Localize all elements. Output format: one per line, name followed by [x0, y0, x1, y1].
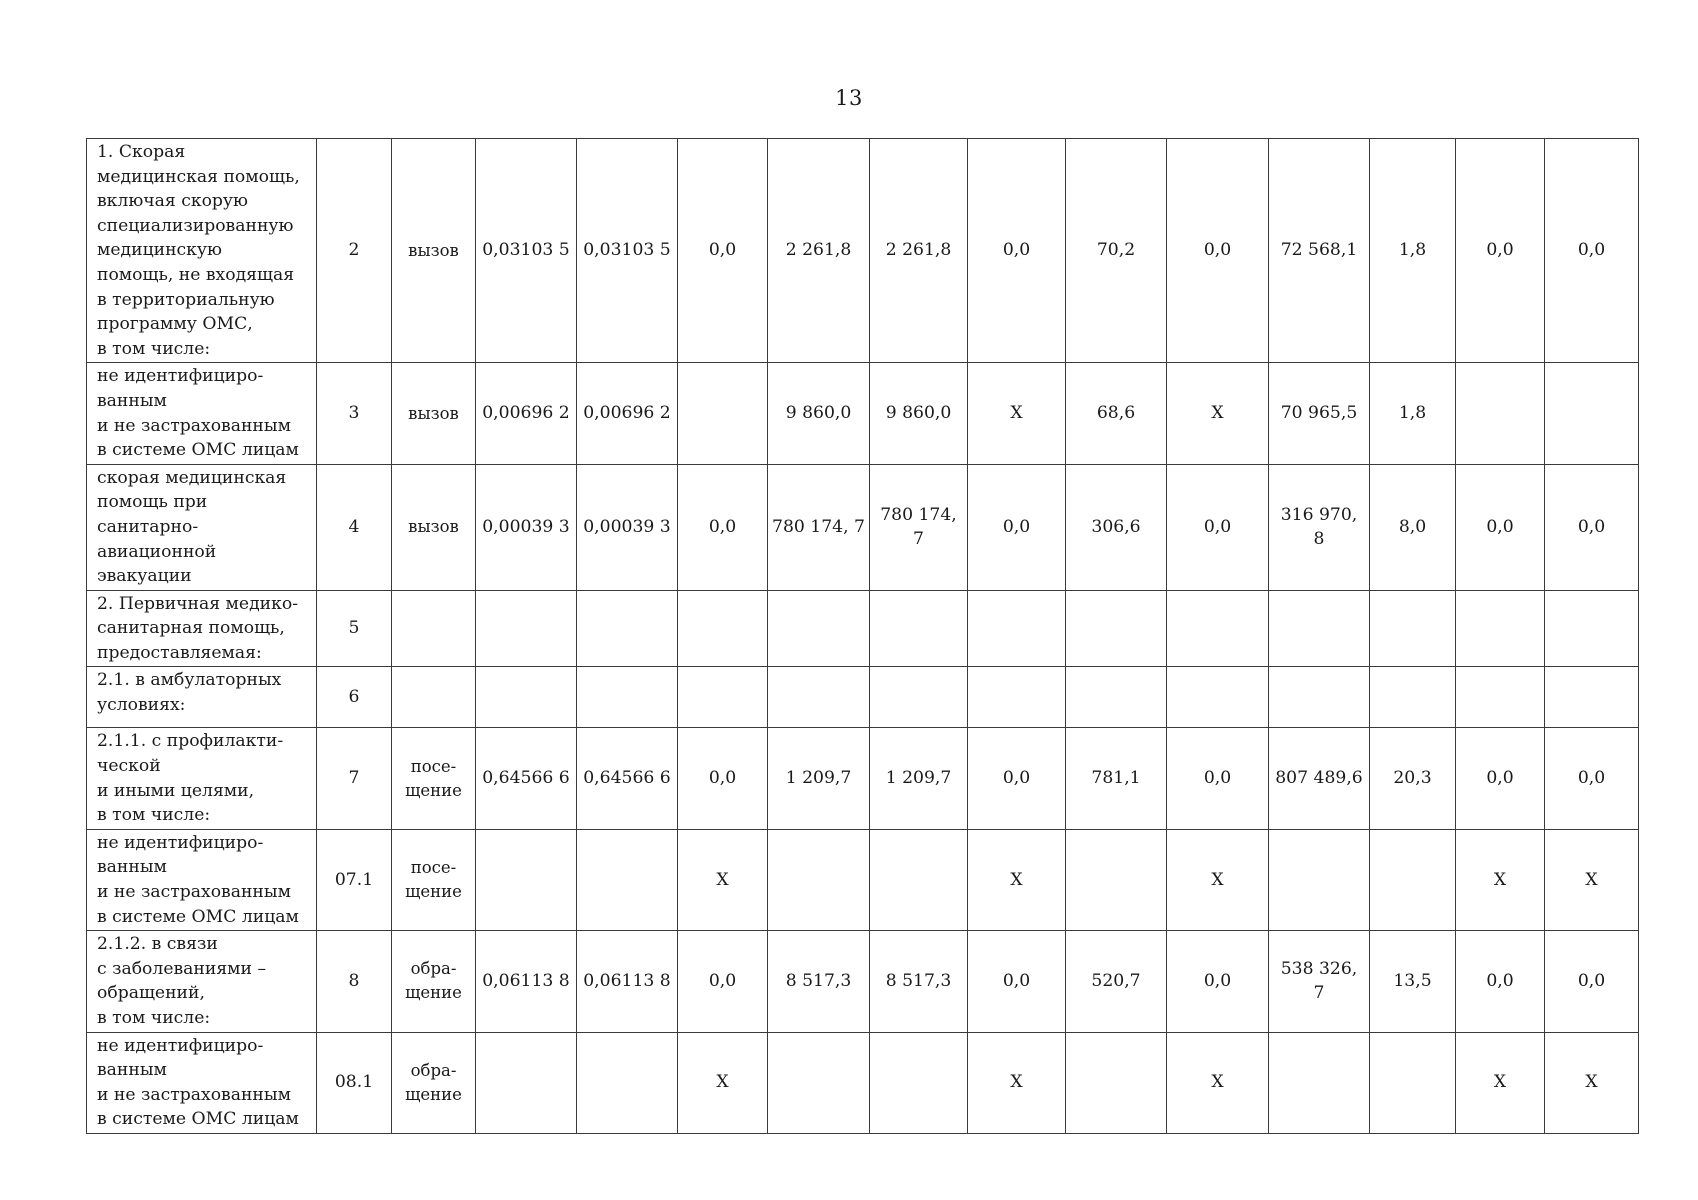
value-cell — [476, 1032, 577, 1133]
unit-cell: вызов — [392, 464, 476, 590]
row-name-line: не идентифициро- — [97, 366, 264, 387]
row-name-line: скорая медицинская — [97, 467, 287, 488]
value-cell — [768, 829, 870, 930]
row-name-line: ванным — [97, 1060, 167, 1081]
value-cell — [1066, 1032, 1167, 1133]
value-cell: 72 568,1 — [1269, 139, 1370, 363]
row-name-line: и не застрахованным — [97, 415, 291, 436]
row-name-line: 2.1.1. с профилакти- — [97, 731, 284, 752]
row-number-cell: 6 — [317, 667, 392, 728]
value-cell — [1456, 363, 1545, 464]
table-row — [87, 590, 1639, 667]
value-cell: 20,3 — [1370, 728, 1456, 829]
row-name-line: в системе ОМС лицам — [97, 1109, 299, 1130]
value-cell: 0,0 — [1167, 728, 1269, 829]
unit-cell — [392, 590, 476, 667]
value-cell: 0,0 — [1456, 464, 1545, 590]
value-cell — [1370, 667, 1456, 728]
value-cell — [1456, 667, 1545, 728]
row-name-cell — [87, 590, 317, 667]
value-cell: 0,00696 2 — [577, 363, 678, 464]
value-cell — [1545, 590, 1639, 667]
value-cell — [768, 590, 870, 667]
value-cell: 0,0 — [968, 728, 1066, 829]
row-name-line: и не застрахованным — [97, 882, 291, 903]
value-cell: 520,7 — [1066, 931, 1167, 1032]
value-cell — [1167, 667, 1269, 728]
unit-cell: посе- щение — [392, 728, 476, 829]
value-cell: 0,00696 2 — [476, 363, 577, 464]
table-row — [87, 728, 1639, 829]
value-cell: 0,0 — [1545, 728, 1639, 829]
unit-cell — [392, 667, 476, 728]
row-name-line: и иными целями, — [97, 780, 255, 801]
value-cell: 0,0 — [1167, 139, 1269, 363]
table-row — [87, 667, 1639, 728]
value-cell — [577, 1032, 678, 1133]
row-name-line: 1. Скорая — [97, 142, 186, 162]
value-cell — [768, 1032, 870, 1133]
row-name-line: в системе ОМС лицам — [97, 906, 299, 927]
value-cell — [1066, 667, 1167, 728]
row-number-cell: 3 — [317, 363, 392, 464]
row-name-line: в системе ОМС лицам — [97, 440, 299, 461]
row-name-line: 2. Первичная медико- — [97, 593, 299, 614]
row-name-line: специализированную — [97, 215, 294, 236]
value-cell: 0,0 — [1456, 931, 1545, 1032]
row-name-line: санитарно- — [97, 516, 199, 537]
table-row — [87, 139, 1639, 363]
value-cell: 0,06113 8 — [476, 931, 577, 1032]
value-cell: 780 174, 7 — [870, 464, 968, 590]
value-cell — [870, 590, 968, 667]
unit-cell: вызов — [392, 139, 476, 363]
table-row — [87, 464, 1639, 590]
value-cell — [577, 667, 678, 728]
value-cell — [1167, 590, 1269, 667]
value-cell: X — [1456, 1032, 1545, 1133]
value-cell — [1066, 829, 1167, 930]
row-number-cell: 5 — [317, 590, 392, 667]
table-row — [87, 363, 1639, 464]
page-number: 13 — [835, 86, 863, 110]
row-name-cell — [87, 931, 317, 1032]
value-cell — [870, 1032, 968, 1133]
value-cell: 1,8 — [1370, 363, 1456, 464]
row-number-cell: 7 — [317, 728, 392, 829]
value-cell — [678, 667, 768, 728]
value-cell: X — [1167, 363, 1269, 464]
unit-cell: обра- щение — [392, 931, 476, 1032]
value-cell: 0,03103 5 — [577, 139, 678, 363]
value-cell: 1 209,7 — [870, 728, 968, 829]
value-cell: 68,6 — [1066, 363, 1167, 464]
row-name-line: программу ОМС, — [97, 314, 253, 335]
value-cell — [1269, 590, 1370, 667]
row-name-line: ванным — [97, 857, 167, 878]
value-cell: 0,64566 6 — [577, 728, 678, 829]
row-name-line: не идентифициро- — [97, 832, 264, 853]
row-name-cell — [87, 829, 317, 930]
value-cell: 0,06113 8 — [577, 931, 678, 1032]
value-cell: 0,0 — [678, 139, 768, 363]
value-cell: 2 261,8 — [870, 139, 968, 363]
value-cell — [768, 667, 870, 728]
value-cell — [476, 667, 577, 728]
value-cell: X — [968, 829, 1066, 930]
row-name-line: не идентифициро- — [97, 1035, 264, 1056]
value-cell: 70,2 — [1066, 139, 1167, 363]
value-cell — [476, 590, 577, 667]
row-number-cell: 8 — [317, 931, 392, 1032]
value-cell — [577, 829, 678, 930]
unit-cell: посе- щение — [392, 829, 476, 930]
row-name-line: эвакуации — [97, 566, 192, 587]
table-row — [87, 829, 1639, 930]
value-cell: 0,0 — [678, 728, 768, 829]
value-cell — [1370, 590, 1456, 667]
row-name-line: обращений, — [97, 983, 205, 1004]
row-name-cell — [87, 1032, 317, 1133]
value-cell: X — [1545, 829, 1639, 930]
value-cell: 0,00039 3 — [476, 464, 577, 590]
value-cell — [870, 667, 968, 728]
unit-cell: обра- щение — [392, 1032, 476, 1133]
row-name-line: 2.1.2. в связи — [97, 934, 218, 955]
value-cell: 0,0 — [1167, 931, 1269, 1032]
value-cell: 1,8 — [1370, 139, 1456, 363]
row-name-line: ванным — [97, 390, 167, 411]
value-cell — [678, 363, 768, 464]
value-cell — [476, 829, 577, 930]
row-name-line: медицинская помощь, — [97, 166, 300, 187]
row-name-line: и не застрахованным — [97, 1084, 291, 1105]
unit-cell: вызов — [392, 363, 476, 464]
value-cell: 9 860,0 — [870, 363, 968, 464]
row-name-line: в том числе: — [97, 805, 211, 826]
row-name-line: санитарная помощь, — [97, 618, 285, 639]
row-name-line: предоставляемая: — [97, 642, 262, 663]
row-name-cell — [87, 139, 317, 363]
value-cell — [1545, 667, 1639, 728]
row-name-cell — [87, 464, 317, 590]
value-cell — [1545, 363, 1639, 464]
value-cell — [1066, 590, 1167, 667]
value-cell: 0,0 — [1456, 728, 1545, 829]
value-cell: 0,0 — [968, 464, 1066, 590]
row-name-line: 2.1. в амбулаторных — [97, 670, 282, 691]
value-cell — [577, 590, 678, 667]
value-cell: 0,0 — [1167, 464, 1269, 590]
value-cell: 0,0 — [968, 139, 1066, 363]
value-cell: 8,0 — [1370, 464, 1456, 590]
value-cell: 0,0 — [1545, 464, 1639, 590]
row-name-line: в том числе: — [97, 338, 211, 359]
value-cell: 306,6 — [1066, 464, 1167, 590]
row-name-cell — [87, 363, 317, 464]
value-cell: 1 209,7 — [768, 728, 870, 829]
value-cell: X — [968, 1032, 1066, 1133]
value-cell — [678, 590, 768, 667]
value-cell — [1269, 829, 1370, 930]
table-row — [87, 1032, 1639, 1133]
value-cell — [968, 590, 1066, 667]
value-cell: 8 517,3 — [870, 931, 968, 1032]
value-cell: 0,0 — [1545, 931, 1639, 1032]
row-name-line: авиационной — [97, 541, 217, 562]
row-name-line: в территориальную — [97, 289, 275, 310]
value-cell: 8 517,3 — [768, 931, 870, 1032]
row-name-cell — [87, 667, 317, 728]
row-name-line: ческой — [97, 756, 161, 777]
value-cell: 538 326, 7 — [1269, 931, 1370, 1032]
value-cell: 0,0 — [1456, 139, 1545, 363]
value-cell: 0,0 — [968, 931, 1066, 1032]
row-name-line: с заболеваниями – — [97, 958, 267, 979]
table-row — [87, 931, 1639, 1032]
value-cell: 13,5 — [1370, 931, 1456, 1032]
value-cell — [1370, 829, 1456, 930]
row-name-line: включая скорую — [97, 191, 249, 212]
value-cell: 0,64566 6 — [476, 728, 577, 829]
value-cell — [1456, 590, 1545, 667]
value-cell: X — [1456, 829, 1545, 930]
row-name-line: условиях: — [97, 695, 186, 716]
row-name-cell — [87, 728, 317, 829]
table-body — [87, 139, 1639, 1134]
value-cell: 70 965,5 — [1269, 363, 1370, 464]
value-cell: 0,0 — [678, 931, 768, 1032]
value-cell: 781,1 — [1066, 728, 1167, 829]
value-cell: X — [678, 829, 768, 930]
value-cell: 0,0 — [1545, 139, 1639, 363]
value-cell: X — [1545, 1032, 1639, 1133]
value-cell: 9 860,0 — [768, 363, 870, 464]
value-cell — [1269, 667, 1370, 728]
row-name-line: в том числе: — [97, 1008, 211, 1028]
value-cell: 0,00039 3 — [577, 464, 678, 590]
value-cell: X — [968, 363, 1066, 464]
value-cell — [1370, 1032, 1456, 1133]
row-number-cell: 4 — [317, 464, 392, 590]
row-name-line: помощь, не входящая — [97, 264, 295, 285]
value-cell: 780 174, 7 — [768, 464, 870, 590]
value-cell: 0,0 — [678, 464, 768, 590]
row-name-line: медицинскую — [97, 240, 222, 261]
value-cell: 316 970, 8 — [1269, 464, 1370, 590]
row-number-cell: 2 — [317, 139, 392, 363]
value-cell: 807 489,6 — [1269, 728, 1370, 829]
row-number-cell: 07.1 — [317, 829, 392, 930]
value-cell: X — [678, 1032, 768, 1133]
row-name-line: помощь при — [97, 492, 208, 513]
value-cell: 2 261,8 — [768, 139, 870, 363]
value-cell — [1269, 1032, 1370, 1133]
value-cell: X — [1167, 1032, 1269, 1133]
value-cell — [870, 829, 968, 930]
value-cell: 0,03103 5 — [476, 139, 577, 363]
data-table — [86, 138, 1639, 1134]
row-number-cell: 08.1 — [317, 1032, 392, 1133]
value-cell — [968, 667, 1066, 728]
value-cell: X — [1167, 829, 1269, 930]
